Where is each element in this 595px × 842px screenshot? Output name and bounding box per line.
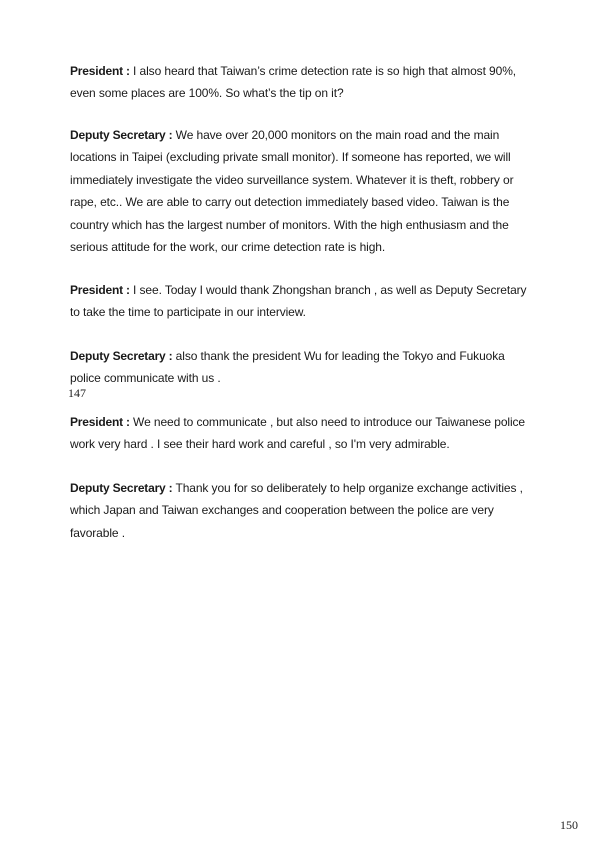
speaker-label: President : [70,415,130,429]
dialogue-paragraph-3 [70,279,530,324]
speaker-label: Deputy Secretary : [70,349,173,363]
dialogue-paragraph-2 [70,124,530,258]
dialogue-text: We have over 20,000 monitors on the main road and the main locations in Taipei (excluding private small monitor). If someone has reported, we will immediately investigate the video surveillance system. Whatever it is theft, robbery or rape, etc.. We are able to carry out detection immediately based video. Taiwan is the country which has the largest number of monitors. With the high enthusiasm and the serious attitude for the work, our crime detection rate is high. [70,128,514,255]
dialogue-text: We need to communicate , but also need to introduce our Taiwanese police work very hard . I see their hard work and careful , so I'm very admirable. [70,415,525,452]
speaker-label: President : [70,64,130,78]
dialogue-paragraph-5 [70,411,530,456]
dialogue-text: I see. Today I would thank Zhongshan branch , as well as Deputy Secretary to take the time to participate in our interview. [70,283,527,320]
dialogue-paragraph-6 [70,477,530,544]
dialogue-text: also thank the president Wu for leading the Tokyo and Fukuoka police communicate with us . [70,349,505,386]
speaker-label: Deputy Secretary : [70,481,173,495]
dialogue-paragraph-4 [70,345,530,390]
dialogue-text: I also heard that Taiwan’s crime detection rate is so high that almost 90%, even some places are 100%. So what’s the tip on it? [70,64,516,101]
page-number: 150 [560,818,578,832]
speaker-label: Deputy Secretary : [70,128,173,142]
stray-page-number: 147 [68,386,86,400]
speaker-label: President : [70,283,130,297]
dialogue-text: Thank you for so deliberately to help organize exchange activities , which Japan and Taiwan exchanges and cooperation between the police are very favorable . [70,481,523,540]
dialogue-paragraph-1 [70,60,530,105]
